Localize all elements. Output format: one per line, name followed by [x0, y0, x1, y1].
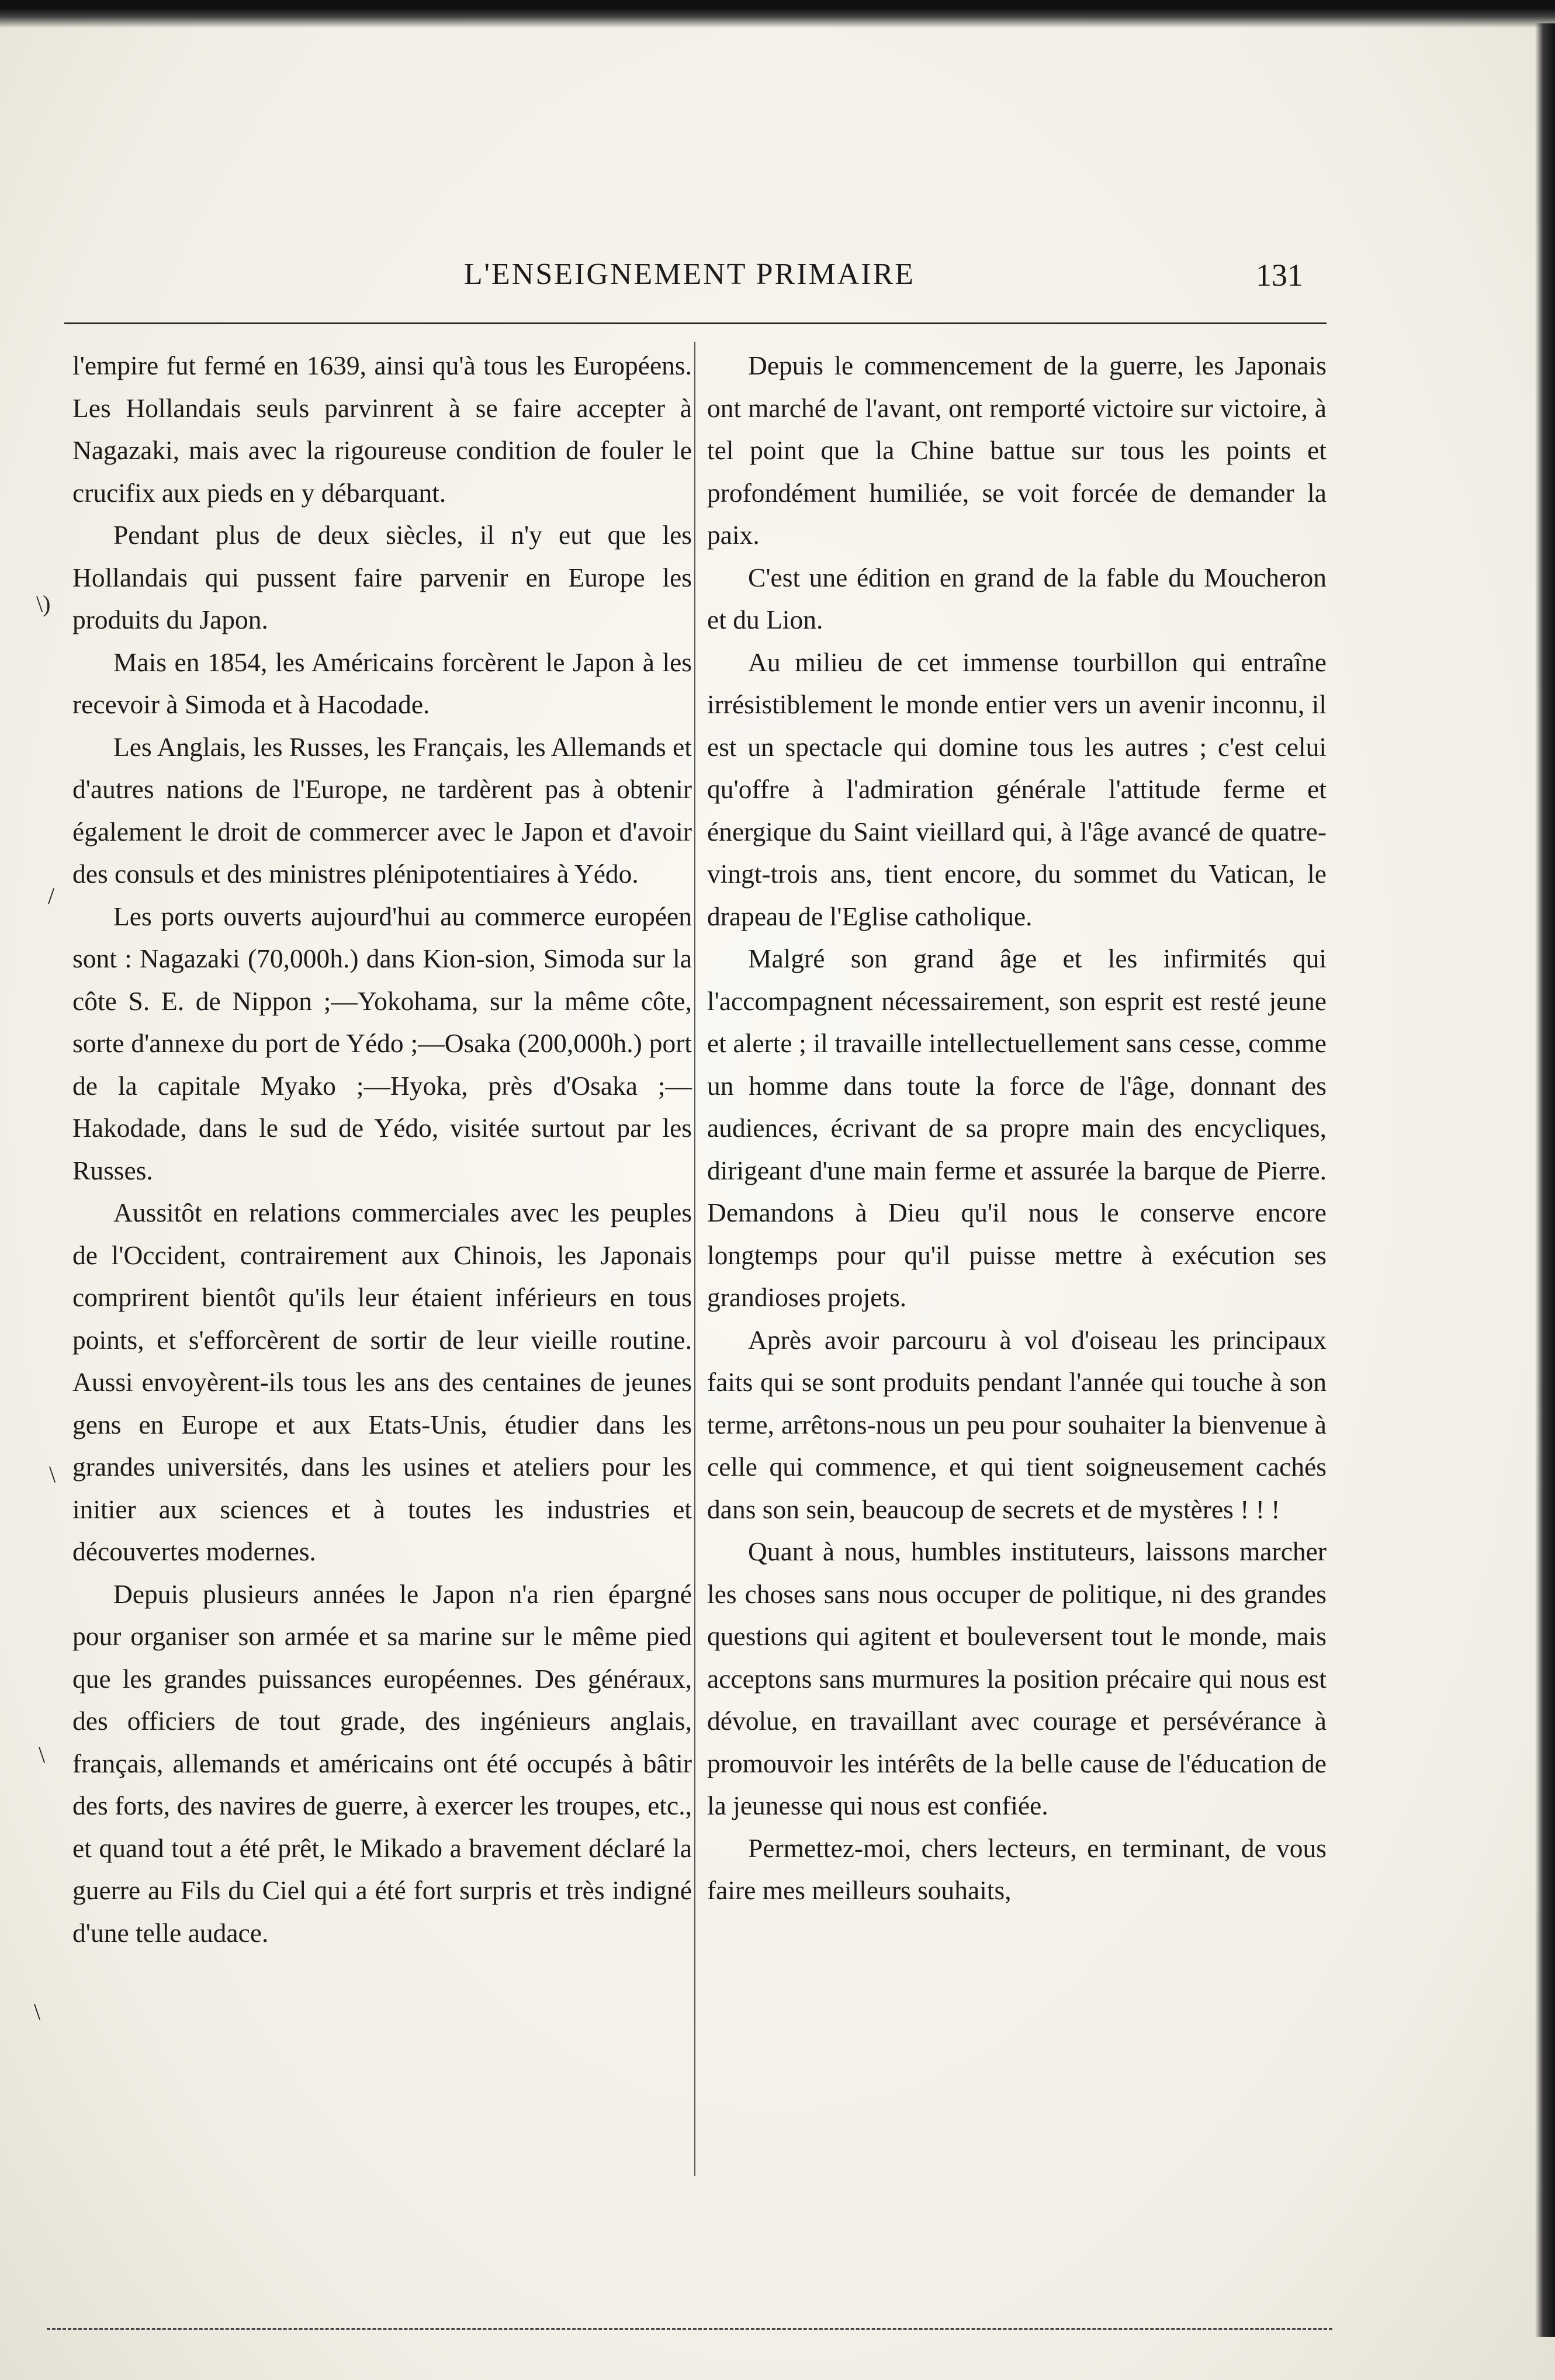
paragraph: Permettez-moi, chers lecteurs, en terminant, de vous faire mes meilleurs souhaits,: [707, 1833, 1327, 1905]
paragraph: Depuis le commencement de la guerre, les Japonais ont marché de l'avant, ont remporté victoire sur victoire, à tel point que la Chine battue sur tous les points et profondément humiliée, se voit forcée de demander la paix.: [707, 351, 1327, 550]
paragraph: l'empire fut fermé en 1639, ainsi qu'à tous les Européens. Les Hollandais seuls parvinrent à se faire accepter à Nagazaki, mais avec la rigoureuse condition de fouler le crucifix aux pieds en y débarquant.: [72, 351, 692, 508]
paragraph: Mais en 1854, les Américains forcèrent le Japon à les recevoir à Simoda et à Hacodade.: [72, 647, 692, 719]
paragraph: Aussitôt en relations commerciales avec les peuples de l'Occident, contrairement aux Chinois, les Japonais comprirent bientôt qu'ils leur étaient inférieurs en tous points, et s'efforcèrent de sortir de leur vieille routine. Aussi envoyèrent-ils tous les ans des centaines de jeunes gens en Europe et aux Etats-Unis, étudier dans les grandes universités, dans les usines et ateliers pour les initier aux sciences et à toutes les industries et découvertes modernes.: [72, 1198, 692, 1566]
paragraph: C'est une édition en grand de la fable du Moucheron et du Lion.: [707, 562, 1327, 634]
page-number: 131: [1256, 258, 1303, 293]
margin-mark: \: [39, 1741, 46, 1768]
page-header: [0, 257, 1555, 304]
header-rule: [64, 322, 1327, 324]
margin-mark: \: [49, 1461, 56, 1487]
paragraph: Quant à nous, humbles instituteurs, laissons marcher les choses sans nous occuper de politique, ni des grandes questions qui agitent et bouleversent tout le monde, mais acceptons sans murmures la position précaire qui nous est dévolue, en travaillant avec courage et persévérance à promouvoir les intérêts de la belle cause de l'éducation de la jeunesse qui nous est confiée.: [707, 1536, 1327, 1820]
paragraph: Au milieu de cet immense tourbillon qui entraîne irrésistiblement le monde entier vers un avenir inconnu, il est un spectacle qui domine tous les autres ; c'est celui qu'offre à l'admiration générale l'attitude ferme et énergique du Saint vieillard qui, à l'âge avancé de quatre-vingt-trois ans, tient encore, du sommet du Vatican, le drapeau de l'Eglise catholique.: [707, 647, 1327, 931]
paragraph: Malgré son grand âge et les infirmités qui l'accompagnent nécessairement, son esprit est resté jeune et alerte ; il travaille intellectuellement sans cesse, comme un homme dans toute la force de l'âge, donnant des audiences, écrivant de sa propre main des encycliques, dirigeant d'une main ferme et assurée la barque de Pierre. Demandons à Dieu qu'il nous le conserve encore longtemps pour qu'il puisse mettre à exécution ses grandioses projets.: [707, 943, 1327, 1312]
margin-mark: /: [48, 883, 55, 909]
paragraph: Les ports ouverts aujourd'hui au commerce européen sont : Nagazaki (70,000h.) dans Kion-sion, Simoda sur la côte S. E. de Nippon ;—Yokohama, sur la même côte, sorte d'annexe du port de Yédo ;—Osaka (200,000h.) port de la capitale Myako ;—Hyoka, près d'Osaka ;—Hakodade, dans le sud de Yédo, visitée surtout par les Russes.: [72, 901, 692, 1185]
margin-mark: \: [34, 1999, 41, 2025]
left-column: [72, 345, 692, 1954]
right-column: [707, 345, 1327, 1912]
running-title: L'ENSEIGNEMENT PRIMAIRE: [463, 258, 916, 291]
margin-mark: \): [36, 591, 51, 617]
bottom-edge: [47, 2328, 1332, 2330]
column-divider: [694, 342, 695, 2176]
paragraph: Depuis plusieurs années le Japon n'a rien épargné pour organiser son armée et sa marine sur le même pied que les grandes puissances européennes. Des généraux, des officiers de tout grade, des ingénieurs anglais, français, allemands et américains ont été occupés à bâtir des forts, des navires de guerre, à exercer les troupes, etc., et quand tout a été prêt, le Mikado a bravement déclaré la guerre au Fils du Ciel qui a été fort surpris et très indigné d'une telle audace.: [72, 1578, 692, 1948]
scan-top-edge: [0, 0, 1555, 28]
paragraph: Après avoir parcouru à vol d'oiseau les principaux faits qui se sont produits pendant l'année qui touche à son terme, arrêtons-nous un peu pour souhaiter la bienvenue à celle qui commence, et qui tient soigneusement cachés dans son sein, beaucoup de secrets et de mystères ! ! !: [707, 1324, 1327, 1524]
paragraph: Les Anglais, les Russes, les Français, les Allemands et d'autres nations de l'Europe, ne tardèrent pas à obtenir également le droit de commercer avec le Japon et d'avoir des consuls et des ministres plénipotentiaires à Yédo.: [72, 731, 692, 889]
paragraph: Pendant plus de deux siècles, il n'y eut que les Hollandais qui pussent faire parvenir en Europe les produits du Japon.: [72, 520, 692, 634]
scan-right-edge: [1535, 23, 1555, 2337]
